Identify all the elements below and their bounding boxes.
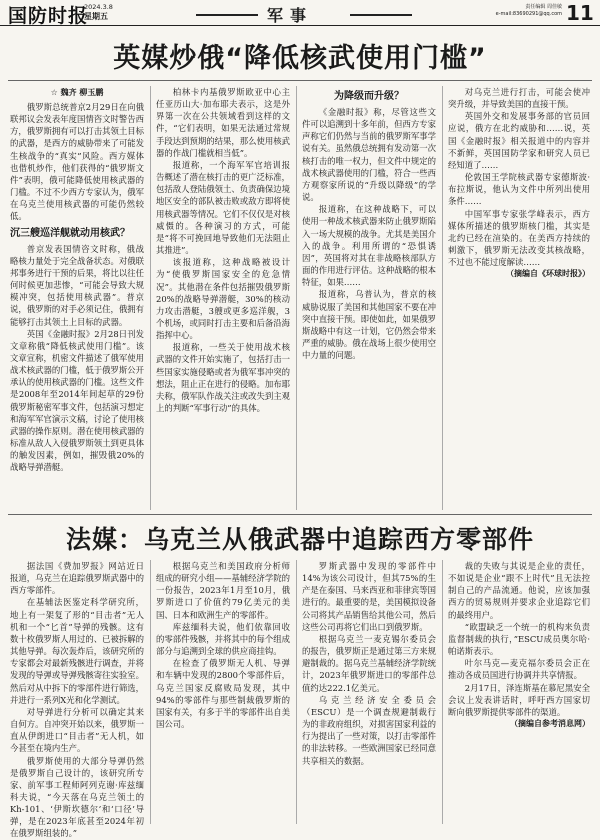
article1-column-1 — [10, 86, 144, 510]
article1-column-3 — [302, 86, 436, 510]
article1-byline: ☆ 魏齐 柳玉鹏 — [50, 88, 104, 97]
editor-info — [432, 4, 562, 18]
article2-paragraph: 对导弹进行分析可以确定其来自何方。自冲突开始以来，俄罗斯一直从伊朗进口“目击者”无人机，如今甚至在境内生产。 — [10, 706, 144, 754]
article2-column-3 — [302, 560, 436, 824]
column-divider — [442, 560, 443, 824]
article2-paragraph: 俄罗斯使用的大部分导弹仍然是俄罗斯自己设计的，该研究所专家、前军事工程师阿列克谢·库兹缅科夫说，“今天落在乌克兰领土的Kh-101、‘伊斯坎德尔’和‘口径’导弹，是在2023年底甚至2024年初在俄罗斯组装的。” — [10, 755, 144, 839]
article1-paragraph: 报道称，在这种战略下，可以使用一种战术核武器来防止俄罗斯陷入一场大规模的战争。尤其是美国介入的战争。利用所谓的“恐惧诱因”，英国将对其在非战略核部队方面的作用进行评估。这种战略的根本特征，如果…… — [302, 204, 436, 288]
article1-paragraph: 伦敦国王学院核武器专家德斯波·布拉斯说，他认为文件中所列出使用条件…… — [448, 172, 590, 207]
article1-paragraph: 对乌克兰进行打击，可能会使冲突升级，并导致美国的直接干预。 — [448, 87, 590, 110]
article1-paragraph: 《金融时报》称，尽管这些文件可以追溯到十多年前，但西方专家声称它们仍然与当前的俄罗斯军事学说有关。虽然俄总统拥有发动第一次核打击的唯一权力，但文件中规定的战术核武器使用的门槛，符合一些西方观察家所说的“升级以降级”的学说。 — [302, 107, 436, 203]
article1-subhead-1: 沉三艘巡洋舰就动用核武？ — [10, 227, 130, 239]
article2-column-2 — [156, 560, 290, 824]
article2-credit: （摘编自参考消息网） — [510, 719, 590, 729]
article1-paragraph: 普京发表国情咨文时称，俄战略核力量处于完全战备状态。对俄联邦事务进行干预的后果，将比以往任何时候更加悲惨，“可能会导致大规模冲突，包括使用核武器”。普京说，俄罗斯的对手必须记住，俄拥有能够打击其领土上目标的武器。 — [10, 243, 144, 327]
article1-paragraph: 该报道称，这种战略被设计为“使俄罗斯国家安全的危急情况”。其他潜在条件包括摧毁俄罗斯20%的战略导弹潜艇，30%的核动力攻击潜艇，3艘或更多巡洋舰，3个机场，或同时打击主要和后备沿海指挥中心。 — [156, 257, 290, 341]
section-rule-left — [196, 14, 258, 16]
article2-headline: 法媒：乌克兰从俄武器中追踪西方零部件 — [65, 525, 534, 554]
article1-paragraph: 柏林卡内基俄罗斯欧亚中心主任亚历山大·加布耶夫表示，这是外界第一次在公共领域看到这样的文件，“它们表明，如果无法通过常规手段达到预期的结果，那么使用核武器的作战门槛就相当低”。 — [156, 87, 290, 158]
issue-weekday: 星期五 — [84, 12, 108, 21]
column-divider — [150, 560, 151, 824]
article1-paragraph: 报道称，一些关于使用战术核武器的文件开始实施了，包括打击一些国家实施侵略或者为俄军事冲突的想法，阻止正在进行的侵略。加布耶夫称，俄军队作战关注或改失到主观上的判断“军事行动”的具体。 — [156, 342, 290, 414]
editor-name: 责任编辑 周佳敏 — [525, 4, 562, 10]
article2-paragraph: 在检查了俄罗斯无人机、导弹和车辆中发现的2800个零部件后，乌克兰国家反腐败局发现，其中94%的零部件与那些制裁俄罗斯的国家有关，有多于半的零部件出自美国公司。 — [156, 658, 290, 730]
article2-column-1 — [10, 560, 144, 839]
article1-column-2 — [156, 86, 290, 510]
issue-date-box — [84, 3, 113, 21]
article1-paragraph: 俄罗斯总统普京2月29日在向俄联邦议会发表年度国情咨文时警告西方，俄罗斯拥有可以打击其领土目标的武器，是西方的威胁带来了可能发生核战争的“真实”风险。西方媒体也借机炒作，他们获得的“俄罗斯文件”表明，俄可能降低使用核武器的门槛。不过不少西方专家认为，俄军在乌克兰使用核武器的可能仍然较低。 — [10, 102, 144, 222]
article1-column-4 — [448, 86, 590, 510]
section-rule-right — [350, 14, 412, 16]
headline-rule — [8, 80, 592, 81]
article2-paragraph: 裁的失败与其说是企业的责任，不如说是企业“跟不上时代”且无法控制自己的产品流通。他说，应该加强西方的贸易规则并要求企业追踪它们的最终用户。 — [448, 561, 590, 620]
masthead — [0, 0, 600, 26]
article2-paragraph: 2月17日，泽连斯基在慕尼黑安全会议上发表讲话时，呼吁西方国家切断向俄罗斯提供零部件的渠道。 — [448, 682, 590, 717]
article1-paragraph: 英国《金融时报》2月28日刊发文章称俄“降低核武使用门槛”。该文章宣称，机密文件描述了俄军使用战术核武器的门槛，低于俄罗斯公开承认的使用核武器的门槛。这些文件是2008年至2014年间起草的29份俄罗斯秘密军事文件，包括演习想定和海军军官演示文稿，讨论了使用核武器的操作原则。潜在使用核武器的标准从敌人入侵俄罗斯领土到更具体的触发因素，例如，摧毁俄20%的战略导弹潜艇。 — [10, 328, 144, 473]
article2-paragraph: 罗斯武器中发现的零部件中14%为该公司设计，但其75%的生产是在泰国、马来西亚和菲律宾等国进行的。最重要的是，美国模拟设备公司将其产品销售给其他公司，然后这些公司再将它们出口到俄罗斯。 — [302, 561, 436, 632]
page-number: 11 — [566, 1, 594, 25]
column-divider — [150, 86, 151, 510]
editor-email: e-mail:83690291@qq.com — [495, 11, 562, 17]
article1-paragraph: 中国军事专家张学峰表示，西方媒体所描述的俄罗斯核门槛，其实是北约已经在渲染的。在美西方持续的刺激下，俄罗斯无法改变其核战略，不过也不能过度解读…… — [448, 208, 590, 268]
article2-paragraph: 在基辅法医鉴定科学研究所，地上有一架复了形的“目击者”无人机和一个“匕首”导弹的残骸。这有数十枚俄罗斯人用过的、已被拆解的其他导弹。每次轰炸后，该研究所的专家都会对最新残骸进行调查，并将发现的导弹或导弹残骸寄往实验室。然后对从中拆下的零部件进行筛选，并进行一系列X光和化学测试。 — [10, 597, 144, 705]
article1-paragraph: 报道称，一个海军军官培训报告概述了潜在核打击的更广泛标准，包括敌人登陆俄领土、负责确保边境地区安全的部队被击败或敌方即将使用核武器等情况。它们不仅仅是对核威慑的。各种演习的方式，可能是“将不可挽回地导致他们无法阻止其推进”。 — [156, 159, 290, 256]
article2-column-4 — [448, 560, 590, 824]
article1-credit: （摘编自《环球时报》） — [506, 269, 590, 279]
article2-paragraph: 库兹缅科夫说，他们依靠回收的零部件残骸，并将其中的每个组成部分与追溯到全球的供应商挂钩。 — [156, 621, 290, 657]
newspaper-logo: 国防时报 — [8, 5, 89, 27]
article2-paragraph: “欧盟缺乏一个统一的机构来负责监督制裁的执行，”ESCU成员奥尔哈·帕诺斯表示。 — [448, 621, 590, 657]
article2-paragraph: 乌克兰经济安全委员会（ESCU）是一个调查规避制裁行为的非政府组织，对损害国家利益的行为提出了一些对策，以打击零部件的非法转移。一些欧洲国家已经同意共享相关的数据。 — [302, 694, 436, 766]
article2-paragraph: 根据乌克兰和美国政府分析师组成的研究小组——基辅经济学院的一份报告，2023年1月至10月，俄罗斯进口了价值约79亿美元的美国、日本和欧洲生产的零部件。 — [156, 561, 290, 620]
issue-date: 2024.3.8 — [84, 3, 113, 11]
article1-headline: 英媒炒俄“降低核武使用门槛” — [113, 43, 487, 74]
column-divider — [296, 560, 297, 824]
column-divider — [442, 86, 443, 510]
article1-subhead-2: 为降级而升级？ — [334, 91, 404, 102]
article2-paragraph: 据法国《费加罗报》网站近日报道，乌克兰在追踪俄罗斯武器中的西方零部件。 — [10, 561, 144, 596]
article1-paragraph: 英国外交和发展事务部的官员回应说，俄方在北约威胁和……说，英国《金融时报》相关报道中的内容并不新鲜，英国国防学家和研究人员已经知道了…… — [448, 111, 590, 170]
section-title: 军事 — [267, 6, 314, 25]
article2-paragraph: 根据乌克兰一麦克锡尔委员会的报告，俄罗斯正是通过第三方来规避制裁的。据乌克兰基辅经济学院统计，2023年俄罗斯进口的零部件总值约达222.1亿美元。 — [302, 633, 436, 693]
column-divider — [296, 86, 297, 510]
article2-paragraph: 叶尔马克—麦克福尔委员会正在推动各成员国进行协调并共享情报。 — [448, 658, 590, 681]
article1-paragraph: 报道称，乌普认为，普京的核威胁说服了美国和其他国家不要在冲突中直接干预。即使如此，如果俄罗斯战略中有这一计划，它仍然会带来严重的威胁。俄在战场上很少使用空中力量的问题。 — [302, 289, 436, 361]
article-separator — [8, 514, 592, 515]
